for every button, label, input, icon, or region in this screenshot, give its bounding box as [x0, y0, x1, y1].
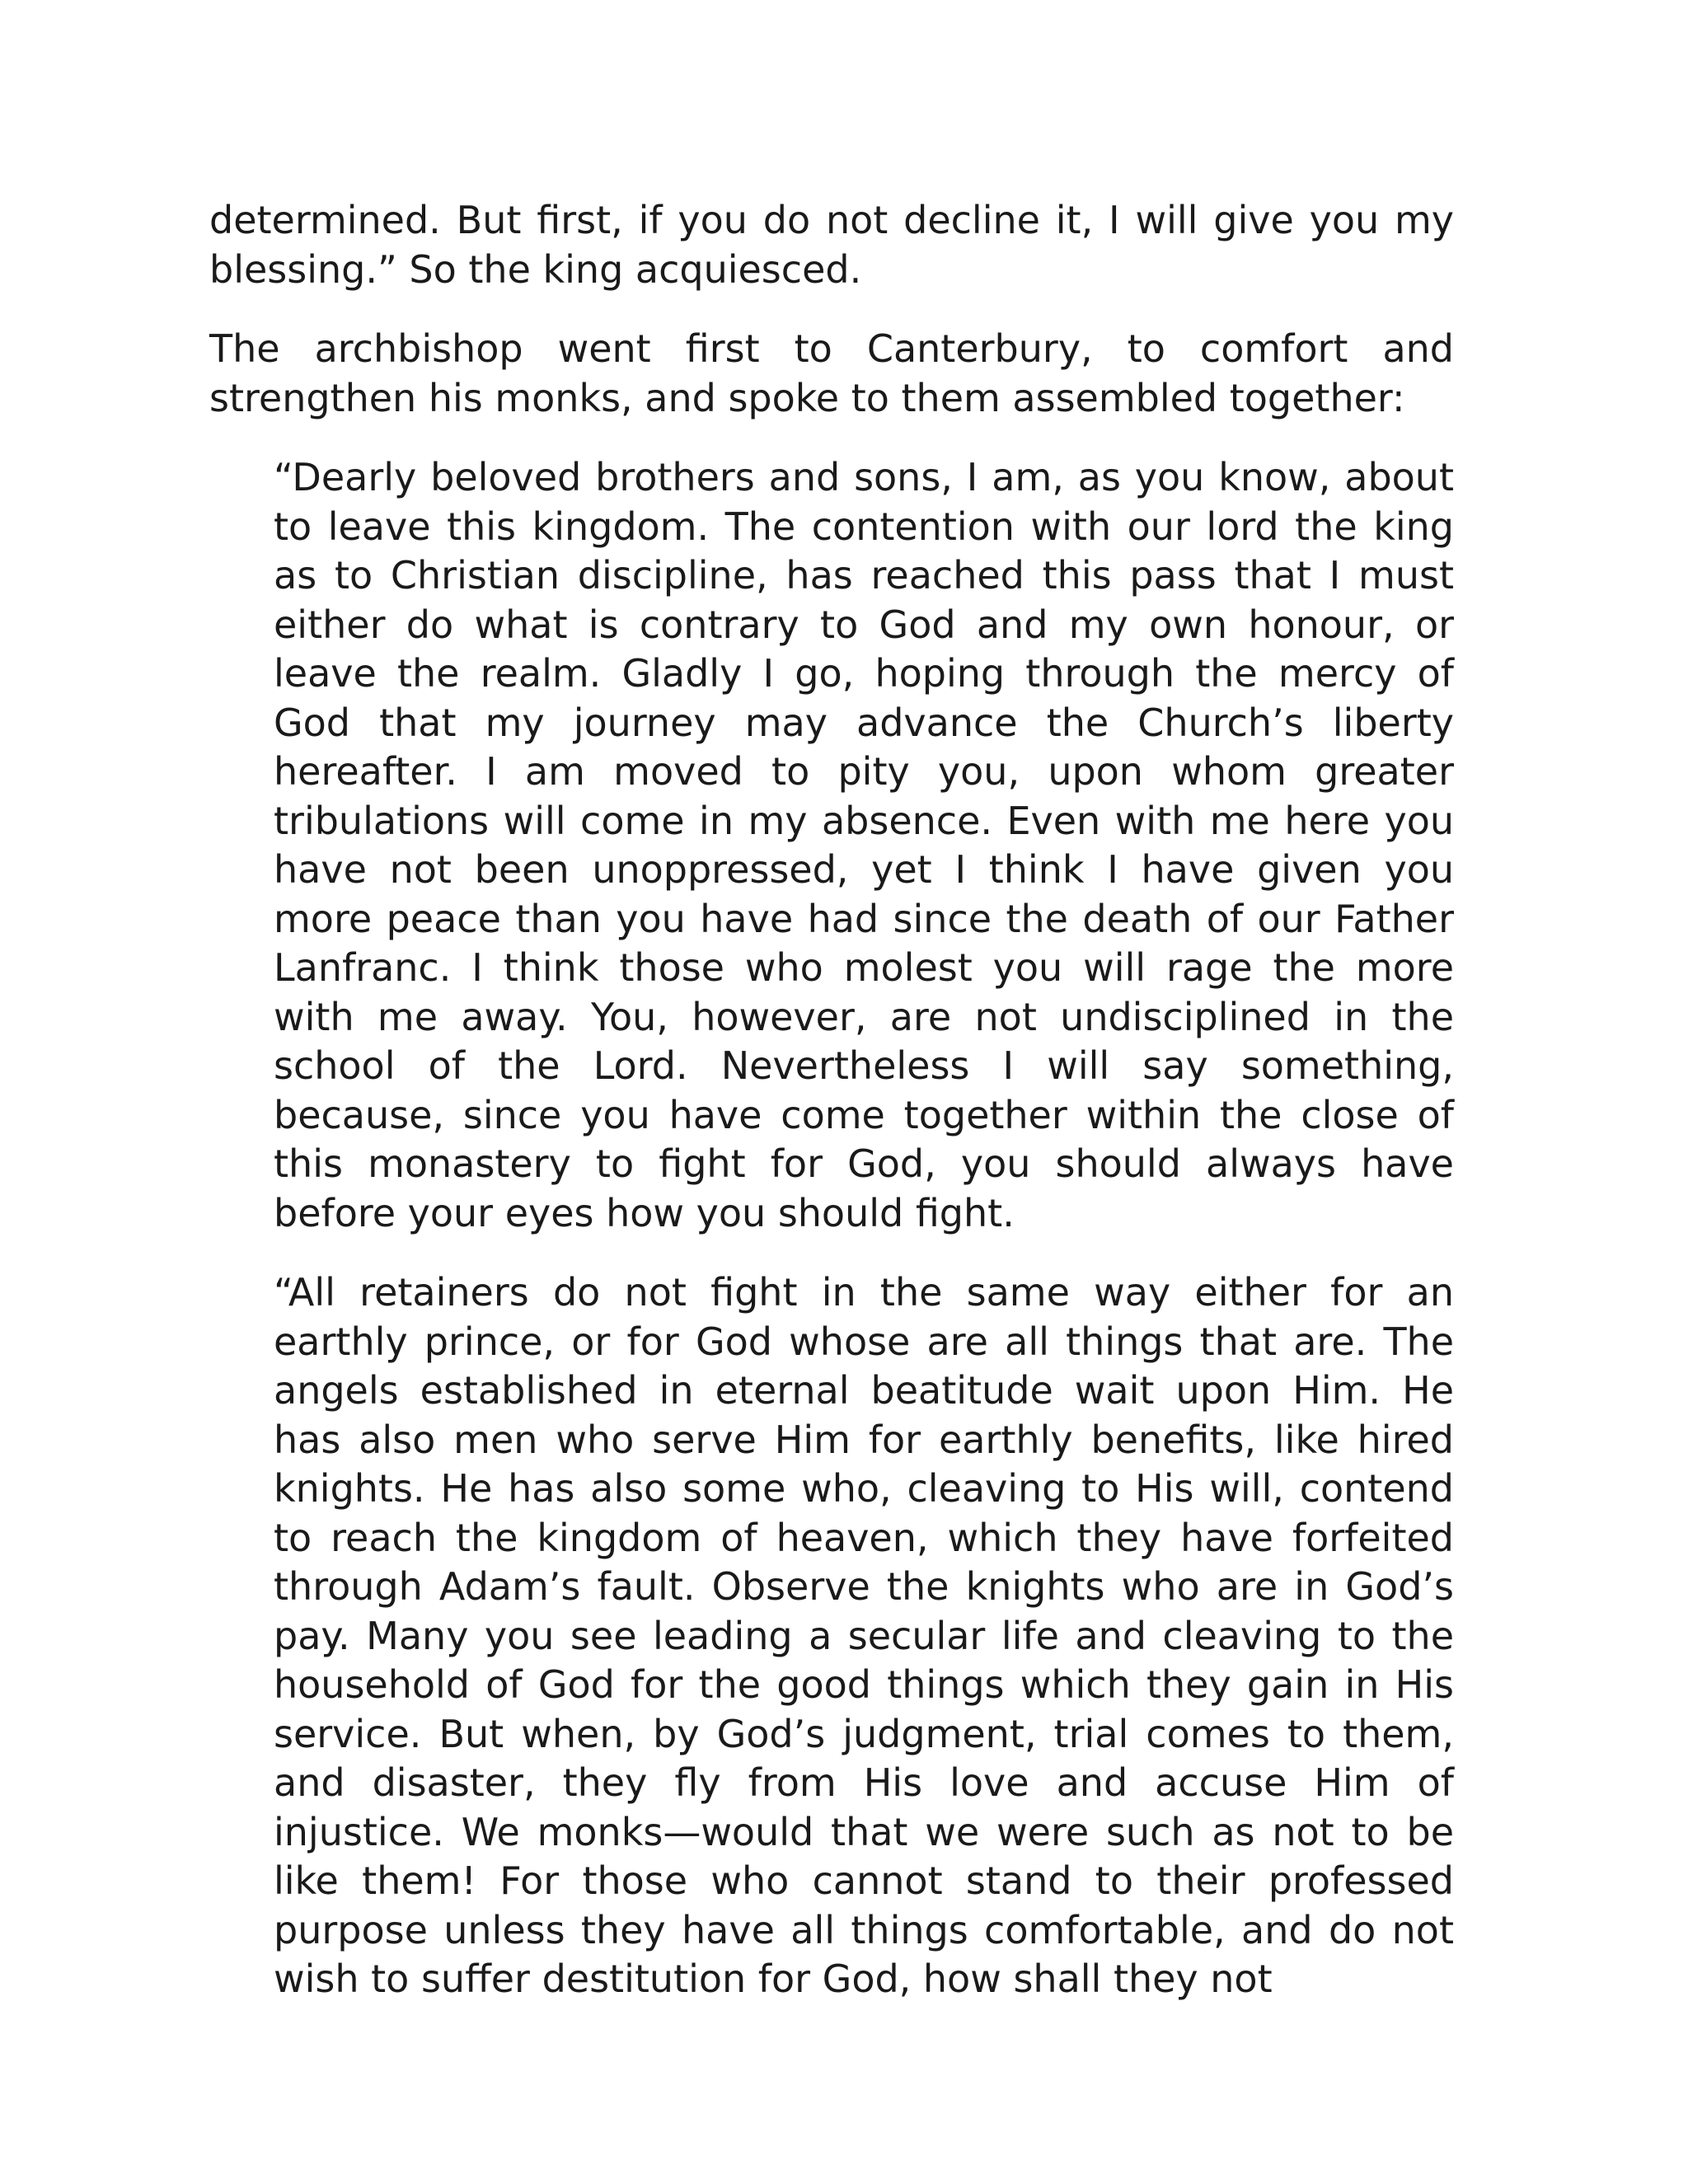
paragraph-archbishop-canterbury: The archbishop went first to Canterbury, to comfort and strengthen his monks, and spoke to them assembled together: [209, 326, 1454, 420]
body-text [209, 196, 1454, 2035]
quote-all-retainers: “All retainers do not fight in the same way either for an earthly prince, or for God whose are all things that are. The angels established in eternal beatitude wait upon Him. He has also men who serve Him for earthly benefits, like hired knights. He has also some who, cleaving to His will, contend to reach the kingdom of heaven, which they have forfeited through Adam’s fault. Observe the knights who are in God’s pay. Many you see leading a secular life and cleaving to the household of God for the good things which they gain in His service. But when, by God’s judgment, trial comes to them, and disaster, they fly from His love and accuse Him of injustice. We monks—would that we were such as not to be like them! For those who cannot stand to their professed purpose unless they have all things comfortable, and do not wish to suffer destitution for God, how shall they not [274, 1270, 1454, 2001]
paragraph-king-acquiesced: determined. But first, if you do not decline it, I will give you my blessing.” So the king acquiesced. [209, 198, 1454, 292]
quote-dearly-beloved: “Dearly beloved brothers and sons, I am, as you know, about to leave this kingdom. The contention with our lord the king as to Christian discipline, has reached this pass that I must either do what is contrary to God and my own honour, or leave the realm. Gladly I go, hoping through the mercy of God that my journey may advance the Church’s liberty hereafter. I am moved to pity you, upon whom greater tribulations will come in my absence. Even with me here you have not been unoppressed, yet I think I have given you more peace than you have had since the death of our Father Lanfranc. I think those who molest you will rage the more with me away. You, however, are not undisciplined in the school of the Lord. Nevertheless I will say something, because, since you have come together within the close of this monastery to fight for God, you should always have before your eyes how you should fight. [274, 455, 1454, 1235]
